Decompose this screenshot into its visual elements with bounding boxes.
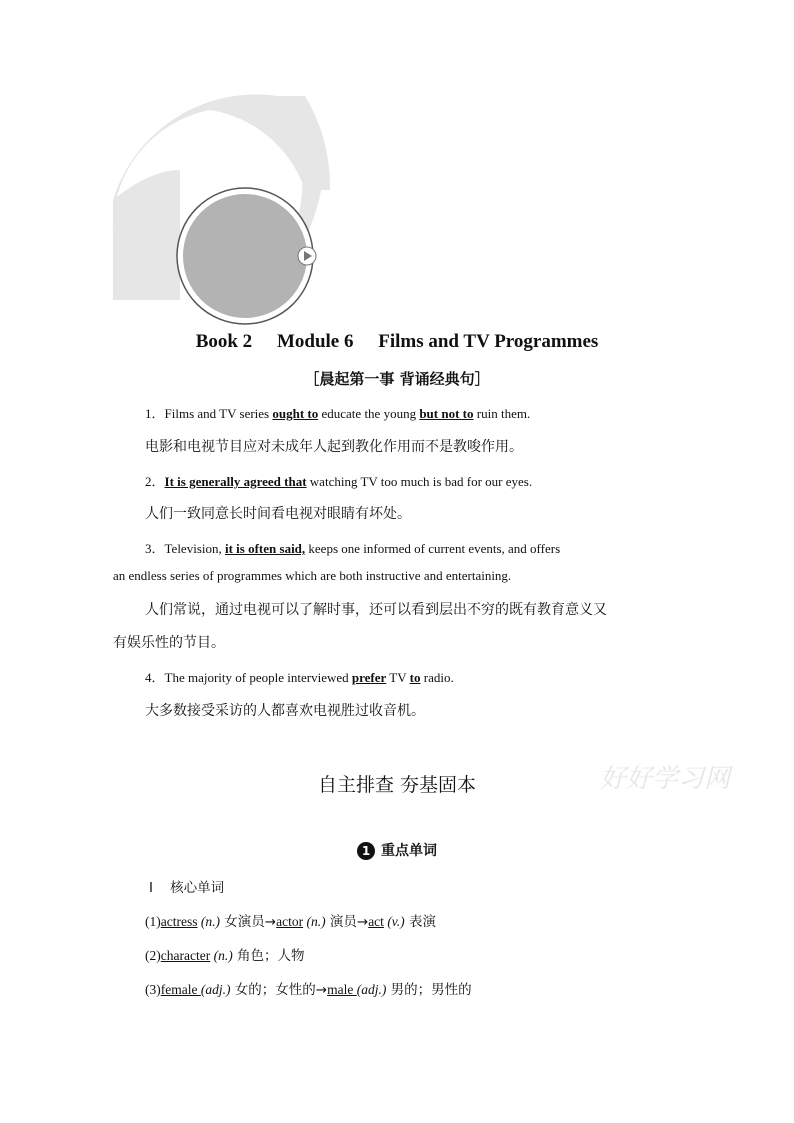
meaning: 表演 bbox=[404, 914, 436, 930]
meaning: 女的；女性的→ bbox=[230, 982, 328, 998]
sentence-text: ruin them. bbox=[473, 406, 531, 421]
word-item-1 bbox=[145, 910, 436, 930]
sentence-2 bbox=[145, 471, 532, 490]
section-title: 自主排查 夯基固本 bbox=[317, 774, 477, 796]
sentence-number: 3． bbox=[145, 541, 165, 556]
core-words-label: 核心单词 bbox=[170, 880, 225, 896]
part-of-speech: (v.) bbox=[383, 914, 405, 929]
part-of-speech: (n.) bbox=[303, 914, 326, 929]
subtitle: ［晨起第一事 背诵经典句］ bbox=[304, 370, 490, 388]
sentence-text: radio. bbox=[420, 670, 454, 685]
sentence-1 bbox=[145, 403, 530, 422]
key-words-label: 重点单词 bbox=[381, 843, 437, 859]
answer-blank: It is generally agreed that bbox=[164, 474, 307, 489]
word: actress bbox=[160, 914, 198, 929]
part-of-speech: (n.) bbox=[197, 914, 220, 929]
sentence-text: watching TV too much is bad for our eyes. bbox=[306, 474, 533, 489]
roman-numeral: Ⅰ bbox=[149, 880, 153, 895]
page-title bbox=[0, 331, 794, 353]
word: female bbox=[160, 982, 201, 997]
sentence-3-continued: an endless series of programmes which are both instructive and entertaining. bbox=[113, 568, 512, 583]
sentence-3-translation-continued: 有娱乐性的节目。 bbox=[113, 635, 225, 651]
word: act bbox=[368, 914, 384, 929]
sentence-text: educate the young bbox=[318, 406, 420, 421]
decorative-ring-graphic bbox=[0, 0, 794, 340]
meaning: 演员→ bbox=[325, 914, 369, 930]
meaning: 女演员→ bbox=[219, 914, 277, 930]
answer-blank: ought to bbox=[272, 406, 319, 421]
sentence-number: 2． bbox=[145, 474, 165, 489]
word: actor bbox=[276, 914, 304, 929]
part-of-speech: (adj.) bbox=[200, 982, 231, 997]
part-of-speech: (n.) bbox=[210, 948, 233, 963]
sentence-text: TV bbox=[386, 670, 410, 685]
answer-blank: it is often said, bbox=[224, 541, 306, 556]
sentence-4 bbox=[145, 667, 454, 686]
core-words-heading bbox=[149, 876, 224, 896]
meaning: 角色；人物 bbox=[232, 948, 305, 964]
sentence-text: keeps one informed of current events, and offers bbox=[305, 541, 561, 556]
sentence-1-translation: 电影和电视节目应对未成年人起到教化作用而不是教唆作用。 bbox=[145, 439, 523, 455]
word-number: (1) bbox=[145, 914, 161, 929]
part-of-speech: (adj.) bbox=[356, 982, 387, 997]
sentence-3-translation: 人们常说，通过电视可以了解时事，还可以看到层出不穷的既有教育意义又 bbox=[145, 602, 607, 618]
word-number: (2) bbox=[145, 948, 161, 963]
answer-blank: but not to bbox=[419, 406, 474, 421]
sentence-text: Television, bbox=[164, 541, 225, 556]
inner-circle bbox=[183, 194, 307, 318]
word-number: (3) bbox=[145, 982, 161, 997]
word: character bbox=[160, 948, 211, 963]
sentence-3 bbox=[145, 538, 560, 557]
book-label: Book 2 bbox=[195, 331, 253, 352]
word-item-2 bbox=[145, 944, 305, 964]
module-label: Module 6 bbox=[276, 331, 354, 352]
sentence-number: 1． bbox=[145, 406, 165, 421]
sentence-2-translation: 人们一致同意长时间看电视对眼睛有坏处。 bbox=[145, 506, 411, 522]
meaning: 男的；男性的 bbox=[386, 982, 472, 998]
topic-label: Films and TV Programmes bbox=[378, 331, 599, 352]
word-item-3 bbox=[145, 978, 472, 998]
key-words-heading bbox=[0, 840, 794, 860]
sentence-4-translation: 大多数接受采访的人都喜欢电视胜过收音机。 bbox=[145, 703, 425, 719]
section-number-badge: 1 bbox=[357, 842, 375, 860]
sentence-text: The majority of people interviewed bbox=[164, 670, 352, 685]
watermark: 好好学习网 bbox=[600, 764, 731, 794]
answer-blank: prefer bbox=[351, 670, 387, 685]
sentence-number: 4． bbox=[145, 670, 165, 685]
answer-blank: to bbox=[409, 670, 421, 685]
sentence-text: Films and TV series bbox=[164, 406, 273, 421]
word: male bbox=[327, 982, 357, 997]
